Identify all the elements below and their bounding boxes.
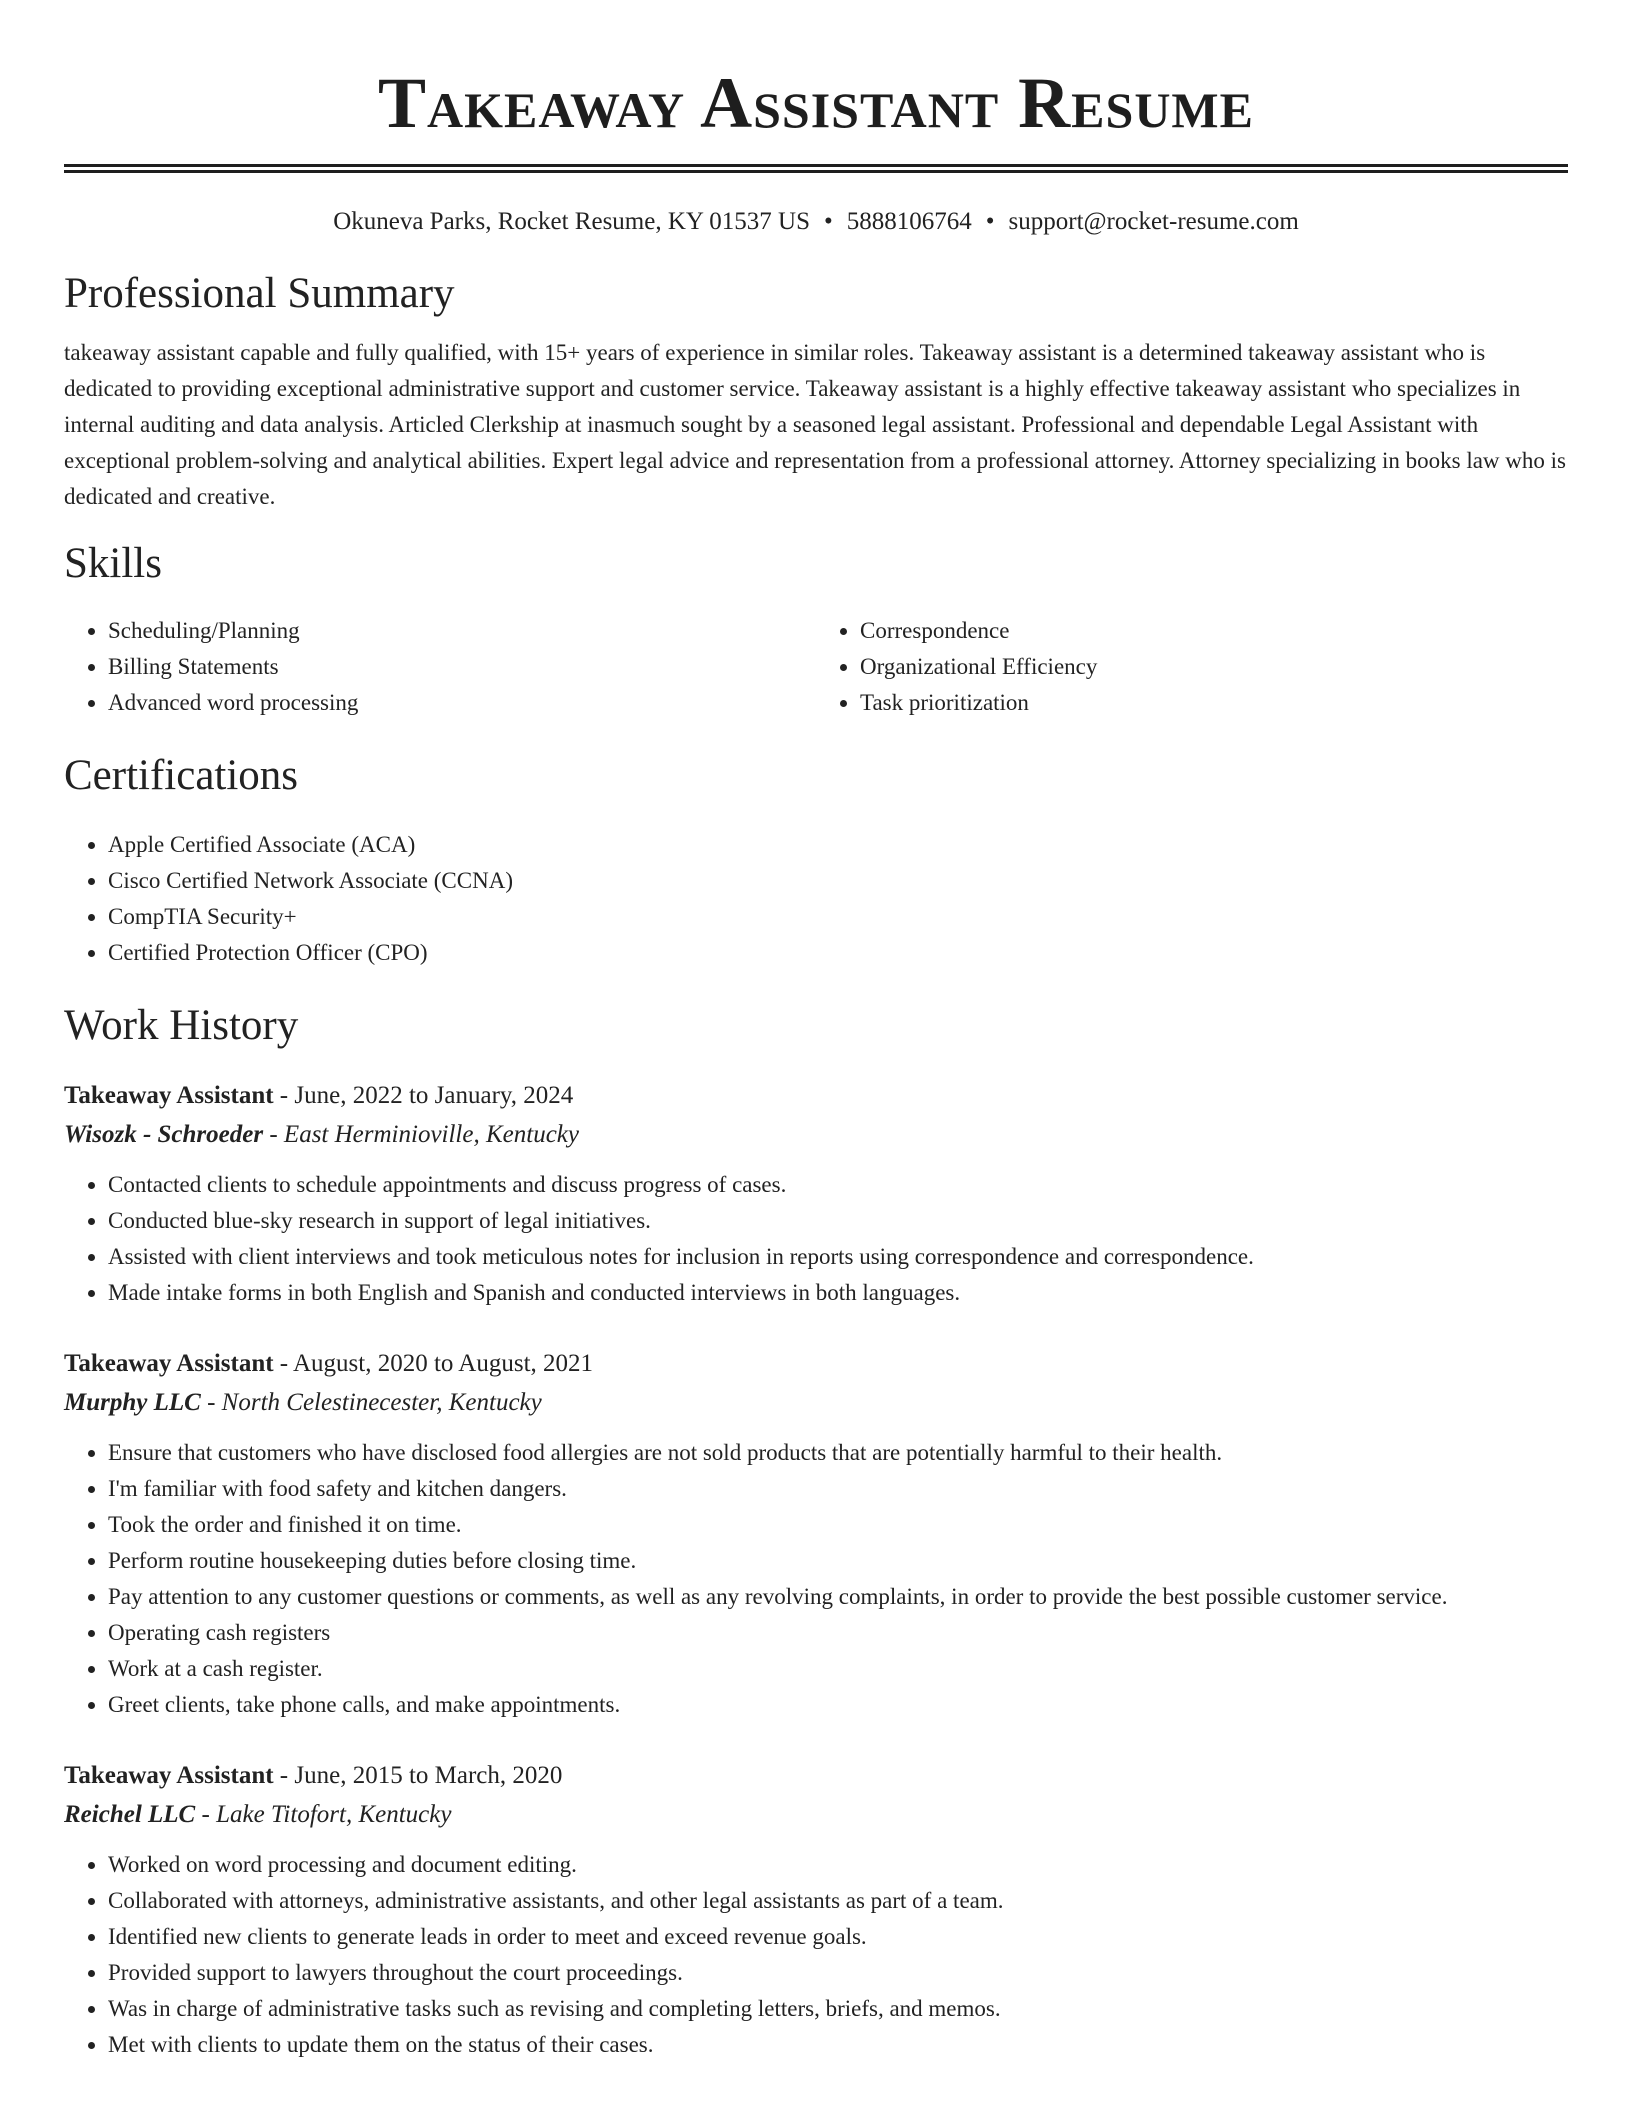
- job-dash: -: [195, 1801, 217, 1828]
- certification-item: • Certified Protection Officer (CPO): [108, 935, 1568, 971]
- job-role: Takeaway Assistant: [64, 1082, 274, 1109]
- job-dash: -: [263, 1121, 284, 1148]
- job-dates: June, 2015 to March, 2020: [294, 1762, 563, 1789]
- job-title-line: [64, 1757, 1568, 1795]
- job-role: Takeaway Assistant: [64, 1350, 274, 1377]
- job-duty-item: • Perform routine housekeeping duties before closing time.: [108, 1543, 1568, 1579]
- skill-item: • Organizational Efficiency: [860, 649, 1568, 685]
- job-location: Lake Titofort, Kentucky: [216, 1801, 452, 1828]
- job-dash: -: [273, 1350, 293, 1377]
- job-duties-list: [64, 1435, 1568, 1723]
- contact-line: [64, 207, 1568, 237]
- skill-item: • Correspondence: [860, 613, 1568, 649]
- job-entry: [64, 1757, 1568, 2063]
- contact-address: Okuneva Parks, Rocket Resume, KY 01537 US: [333, 208, 810, 235]
- job-duty-item: • Assisted with client interviews and took meticulous notes for inclusion in reports using correspondence and correspondence.: [108, 1239, 1568, 1275]
- summary-text: takeaway assistant capable and fully qualified, with 15+ years of experience in similar roles. Takeaway assistant is a determined takeaway assistant who is dedicated to providing exceptional administrative support and customer service. Takeaway assistant is a highly effective takeaway assistant who specializes in internal auditing and data analysis. Articled Clerkship at inasmuch sought by a seasoned legal assistant. Professional and dependable Legal Assistant with exceptional problem-solving and analytical abilities. Expert legal advice and representation from a professional attorney. Attorney specializing in books law who is dedicated and creative.: [64, 340, 1566, 509]
- job-company-line: [64, 1115, 1568, 1155]
- job-dates: August, 2020 to August, 2021: [293, 1350, 594, 1377]
- skill-item: • Billing Statements: [108, 649, 816, 685]
- job-duty-item: • Was in charge of administrative tasks such as revising and completing letters, briefs, and memos.: [108, 1991, 1568, 2027]
- resume-title: Takeaway Assistant Resume: [378, 63, 1254, 143]
- work-history-heading: Work History: [64, 1002, 299, 1049]
- job-entry: [64, 1077, 1568, 1311]
- job-company: Wisozk - Schroeder: [64, 1121, 264, 1148]
- job-duties-list: [64, 1167, 1568, 1311]
- skills-list-right: [816, 613, 1568, 721]
- contact-separator: •: [985, 208, 995, 235]
- job-company-line: [64, 1795, 1568, 1835]
- skill-item: • Task prioritization: [860, 685, 1568, 721]
- certifications-list: [64, 827, 1568, 971]
- job-dash: -: [200, 1389, 222, 1416]
- job-dash: -: [273, 1762, 295, 1789]
- job-duty-item: • Ensure that customers who have disclosed food allergies are not sold products that are potentially harmful to their health.: [108, 1435, 1568, 1471]
- job-location: North Celestinecester, Kentucky: [221, 1389, 542, 1416]
- job-duty-item: • Worked on word processing and document editing.: [108, 1847, 1568, 1883]
- job-company-line: [64, 1383, 1568, 1423]
- skills-list-left: [64, 613, 816, 721]
- skills-heading: Skills: [64, 540, 162, 587]
- job-company: Murphy LLC: [64, 1389, 201, 1416]
- contact-separator: •: [823, 208, 833, 235]
- job-company: Reichel LLC: [64, 1801, 196, 1828]
- job-dates: June, 2022 to January, 2024: [294, 1082, 574, 1109]
- skills-columns: [64, 613, 1568, 721]
- certification-item: • CompTIA Security+: [108, 899, 1568, 935]
- job-duty-item: • Contacted clients to schedule appointments and discuss progress of cases.: [108, 1167, 1568, 1203]
- contact-phone: 5888106764: [846, 208, 972, 235]
- job-duties-list: [64, 1847, 1568, 2063]
- certification-item: • Cisco Certified Network Associate (CCNA): [108, 863, 1568, 899]
- job-duty-item: • Made intake forms in both English and Spanish and conducted interviews in both languages.: [108, 1275, 1568, 1311]
- job-duty-item: • Operating cash registers: [108, 1615, 1568, 1651]
- job-role: Takeaway Assistant: [64, 1762, 274, 1789]
- job-title-line: [64, 1345, 1568, 1383]
- job-entry: [64, 1345, 1568, 1723]
- job-duty-item: • Took the order and finished it on time.: [108, 1507, 1568, 1543]
- job-duty-item: • Work at a cash register.: [108, 1651, 1568, 1687]
- job-duty-item: • Greet clients, take phone calls, and make appointments.: [108, 1687, 1568, 1723]
- skill-item: • Advanced word processing: [108, 685, 816, 721]
- summary-heading: Professional Summary: [64, 270, 455, 317]
- certifications-heading: Certifications: [64, 752, 299, 799]
- skill-item: • Scheduling/Planning: [108, 613, 816, 649]
- job-duty-item: • I'm familiar with food safety and kitchen dangers.: [108, 1471, 1568, 1507]
- job-title-line: [64, 1077, 1568, 1115]
- job-duty-item: • Met with clients to update them on the status of their cases.: [108, 2027, 1568, 2063]
- job-duty-item: • Provided support to lawyers throughout the court proceedings.: [108, 1955, 1568, 1991]
- job-duty-item: • Pay attention to any customer questions or comments, as well as any revolving complaints, in order to provide the best possible customer service.: [108, 1579, 1568, 1615]
- job-location: East Herminioville, Kentucky: [283, 1121, 579, 1148]
- title-double-rule: [64, 164, 1568, 173]
- job-duty-item: • Collaborated with attorneys, administrative assistants, and other legal assistants as part of a team.: [108, 1883, 1568, 1919]
- certification-item: • Apple Certified Associate (ACA): [108, 827, 1568, 863]
- job-duty-item: • Conducted blue-sky research in support of legal initiatives.: [108, 1203, 1568, 1239]
- job-duty-item: • Identified new clients to generate leads in order to meet and exceed revenue goals.: [108, 1919, 1568, 1955]
- job-dash: -: [273, 1082, 295, 1109]
- contact-email: support@rocket-resume.com: [1008, 208, 1299, 235]
